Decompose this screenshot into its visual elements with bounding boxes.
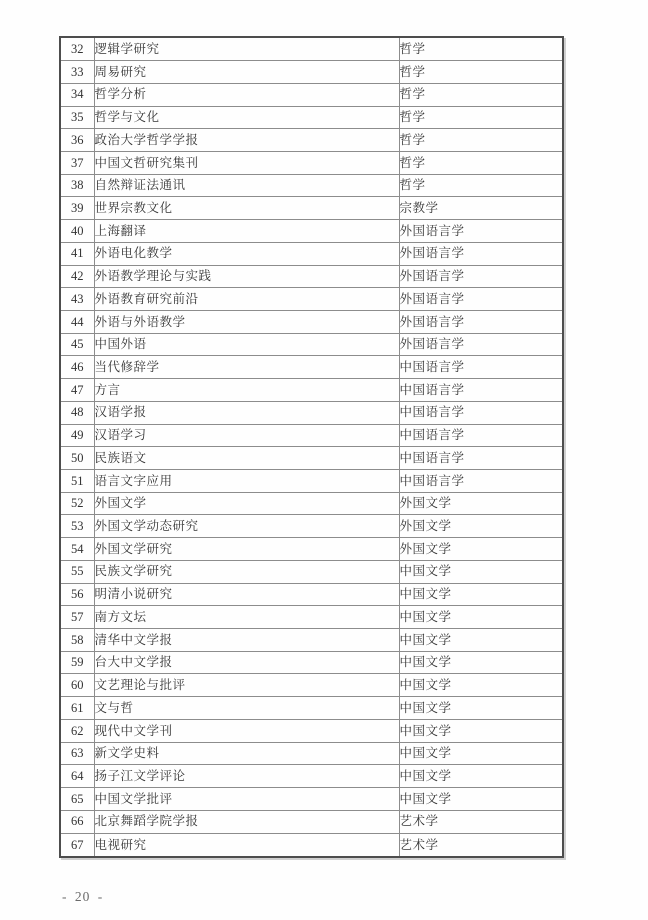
journal-name-cell: 外国文学研究	[94, 538, 399, 561]
table-row	[60, 492, 563, 515]
journal-name-cell: 汉语学习	[94, 424, 399, 447]
journal-name-cell: 南方文坛	[94, 606, 399, 629]
row-number-cell: 40	[60, 220, 94, 243]
category-cell: 中国文学	[399, 629, 563, 652]
journal-name-cell: 外语教学理论与实践	[94, 265, 399, 288]
journal-name-cell: 上海翻译	[94, 220, 399, 243]
category-cell: 中国文学	[399, 583, 563, 606]
category-cell: 中国文学	[399, 742, 563, 765]
journal-name-cell: 政治大学哲学学报	[94, 129, 399, 152]
category-cell: 外国文学	[399, 515, 563, 538]
category-cell: 艺术学	[399, 810, 563, 833]
journal-name-cell: 文与哲	[94, 697, 399, 720]
row-number-cell: 35	[60, 106, 94, 129]
table-row	[60, 379, 563, 402]
row-number-cell: 34	[60, 83, 94, 106]
journal-name-cell: 外语与外语教学	[94, 310, 399, 333]
journal-name-cell: 明清小说研究	[94, 583, 399, 606]
table-row	[60, 629, 563, 652]
row-number-cell: 41	[60, 242, 94, 265]
category-cell: 宗教学	[399, 197, 563, 220]
row-number-cell: 44	[60, 310, 94, 333]
row-number-cell: 46	[60, 356, 94, 379]
table-row	[60, 242, 563, 265]
category-cell: 中国文学	[399, 765, 563, 788]
row-number-cell: 47	[60, 379, 94, 402]
table-row	[60, 265, 563, 288]
journal-name-cell: 自然辩证法通讯	[94, 174, 399, 197]
row-number-cell: 63	[60, 742, 94, 765]
category-cell: 外国语言学	[399, 242, 563, 265]
row-number-cell: 65	[60, 788, 94, 811]
table-row	[60, 651, 563, 674]
category-cell: 外国语言学	[399, 220, 563, 243]
category-cell: 中国语言学	[399, 470, 563, 493]
category-cell: 艺术学	[399, 833, 563, 857]
table-row	[60, 583, 563, 606]
category-cell: 哲学	[399, 151, 563, 174]
category-cell: 外国文学	[399, 538, 563, 561]
table-row	[60, 742, 563, 765]
journal-name-cell: 中国外语	[94, 333, 399, 356]
table-row	[60, 220, 563, 243]
table-row	[60, 310, 563, 333]
table-row	[60, 719, 563, 742]
row-number-cell: 56	[60, 583, 94, 606]
category-cell: 中国文学	[399, 719, 563, 742]
table-row	[60, 447, 563, 470]
category-cell: 中国文学	[399, 788, 563, 811]
journal-name-cell: 民族文学研究	[94, 560, 399, 583]
table-row	[60, 333, 563, 356]
table-row	[60, 765, 563, 788]
journal-name-cell: 汉语学报	[94, 401, 399, 424]
category-cell: 外国语言学	[399, 333, 563, 356]
table-row	[60, 538, 563, 561]
row-number-cell: 61	[60, 697, 94, 720]
journal-name-cell: 扬子江文学评论	[94, 765, 399, 788]
row-number-cell: 36	[60, 129, 94, 152]
table-row	[60, 833, 563, 857]
journal-name-cell: 电视研究	[94, 833, 399, 857]
category-cell: 中国文学	[399, 606, 563, 629]
journal-list-table	[59, 36, 564, 858]
journal-name-cell: 当代修辞学	[94, 356, 399, 379]
category-cell: 中国文学	[399, 674, 563, 697]
row-number-cell: 32	[60, 37, 94, 61]
table-row	[60, 424, 563, 447]
row-number-cell: 59	[60, 651, 94, 674]
table-row	[60, 788, 563, 811]
category-cell: 中国文学	[399, 651, 563, 674]
row-number-cell: 55	[60, 560, 94, 583]
row-number-cell: 54	[60, 538, 94, 561]
row-number-cell: 67	[60, 833, 94, 857]
category-cell: 外国文学	[399, 492, 563, 515]
row-number-cell: 37	[60, 151, 94, 174]
table-row	[60, 174, 563, 197]
journal-name-cell: 方言	[94, 379, 399, 402]
category-cell: 哲学	[399, 174, 563, 197]
journal-name-cell: 周易研究	[94, 61, 399, 84]
row-number-cell: 58	[60, 629, 94, 652]
row-number-cell: 38	[60, 174, 94, 197]
category-cell: 中国语言学	[399, 447, 563, 470]
row-number-cell: 51	[60, 470, 94, 493]
journal-name-cell: 外国文学	[94, 492, 399, 515]
row-number-cell: 64	[60, 765, 94, 788]
category-cell: 哲学	[399, 106, 563, 129]
row-number-cell: 52	[60, 492, 94, 515]
row-number-cell: 48	[60, 401, 94, 424]
table-row	[60, 356, 563, 379]
table-row	[60, 197, 563, 220]
table-row	[60, 151, 563, 174]
journal-name-cell: 哲学分析	[94, 83, 399, 106]
table-row	[60, 106, 563, 129]
row-number-cell: 45	[60, 333, 94, 356]
journal-name-cell: 世界宗教文化	[94, 197, 399, 220]
row-number-cell: 66	[60, 810, 94, 833]
row-number-cell: 57	[60, 606, 94, 629]
journal-name-cell: 外国文学动态研究	[94, 515, 399, 538]
journal-table-body	[60, 37, 563, 857]
table-row	[60, 560, 563, 583]
table-row	[60, 470, 563, 493]
journal-name-cell: 清华中文学报	[94, 629, 399, 652]
table-row	[60, 401, 563, 424]
table-row	[60, 606, 563, 629]
table-row	[60, 61, 563, 84]
table-row	[60, 83, 563, 106]
row-number-cell: 42	[60, 265, 94, 288]
category-cell: 中国语言学	[399, 401, 563, 424]
category-cell: 外国语言学	[399, 265, 563, 288]
journal-name-cell: 外语电化教学	[94, 242, 399, 265]
journal-name-cell: 哲学与文化	[94, 106, 399, 129]
row-number-cell: 60	[60, 674, 94, 697]
journal-name-cell: 北京舞蹈学院学报	[94, 810, 399, 833]
journal-name-cell: 文艺理论与批评	[94, 674, 399, 697]
row-number-cell: 62	[60, 719, 94, 742]
row-number-cell: 53	[60, 515, 94, 538]
journal-name-cell: 新文学史料	[94, 742, 399, 765]
row-number-cell: 50	[60, 447, 94, 470]
row-number-cell: 33	[60, 61, 94, 84]
table-row	[60, 129, 563, 152]
journal-name-cell: 民族语文	[94, 447, 399, 470]
table-row	[60, 697, 563, 720]
category-cell: 哲学	[399, 61, 563, 84]
journal-name-cell: 中国文哲研究集刊	[94, 151, 399, 174]
category-cell: 中国语言学	[399, 379, 563, 402]
row-number-cell: 43	[60, 288, 94, 311]
journal-name-cell: 现代中文学刊	[94, 719, 399, 742]
table-row	[60, 515, 563, 538]
category-cell: 哲学	[399, 83, 563, 106]
category-cell: 中国文学	[399, 560, 563, 583]
category-cell: 哲学	[399, 37, 563, 61]
journal-name-cell: 外语教育研究前沿	[94, 288, 399, 311]
journal-name-cell: 台大中文学报	[94, 651, 399, 674]
category-cell: 外国语言学	[399, 288, 563, 311]
row-number-cell: 39	[60, 197, 94, 220]
journal-name-cell: 中国文学批评	[94, 788, 399, 811]
category-cell: 中国文学	[399, 697, 563, 720]
category-cell: 哲学	[399, 129, 563, 152]
table-row	[60, 810, 563, 833]
journal-name-cell: 语言文字应用	[94, 470, 399, 493]
table-row	[60, 288, 563, 311]
row-number-cell: 49	[60, 424, 94, 447]
table-row	[60, 37, 563, 61]
journal-name-cell: 逻辑学研究	[94, 37, 399, 61]
table-row	[60, 674, 563, 697]
page-number: - 20 -	[62, 889, 104, 904]
category-cell: 中国语言学	[399, 424, 563, 447]
category-cell: 外国语言学	[399, 310, 563, 333]
category-cell: 中国语言学	[399, 356, 563, 379]
